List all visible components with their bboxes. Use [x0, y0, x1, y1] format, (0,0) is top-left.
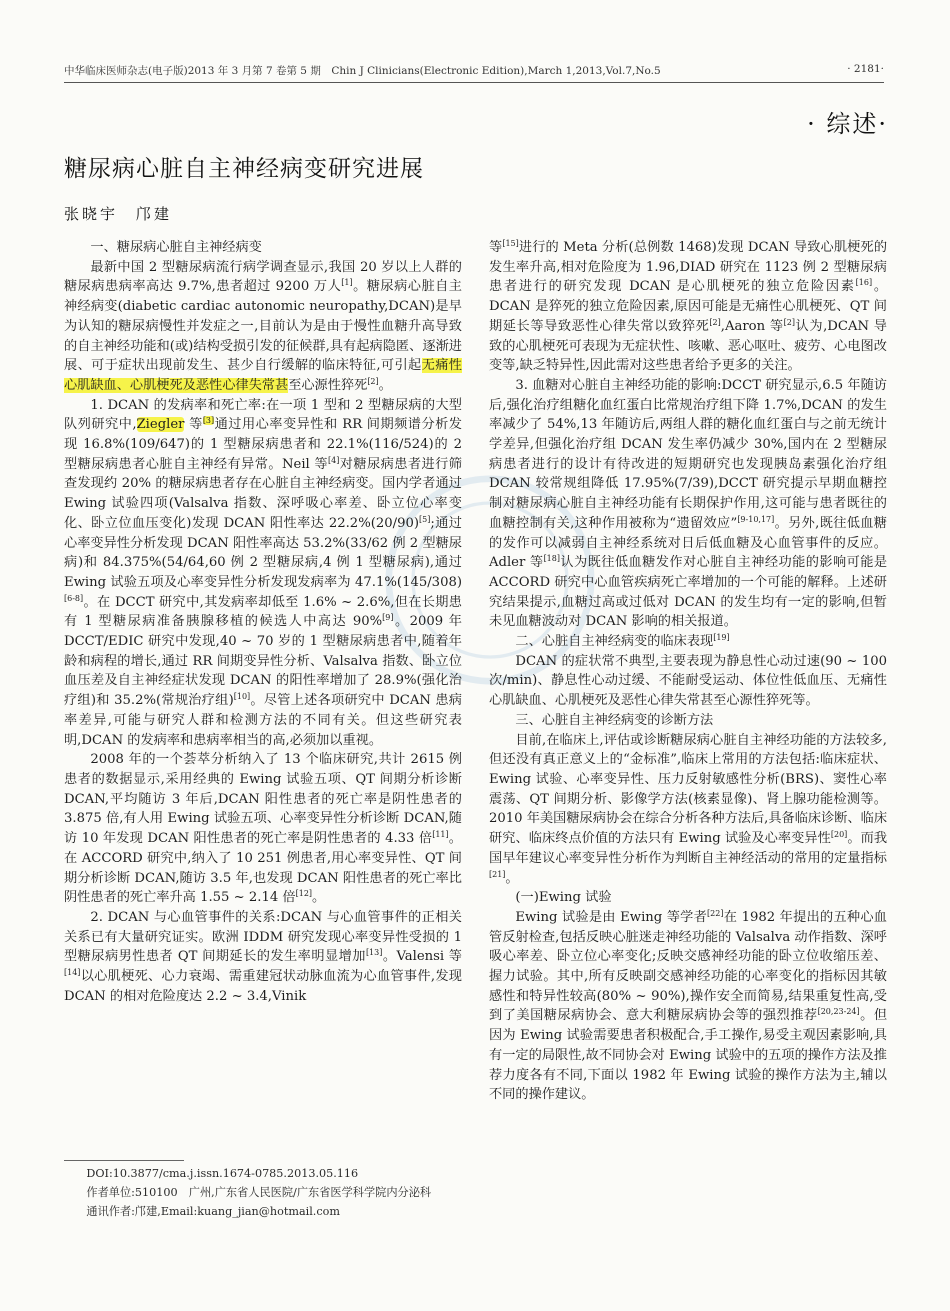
affiliation-line: 作者单位:510100 广州,广东省人民医院/广东省医学科学院内分泌科	[86, 1186, 432, 1199]
article-title: 糖尿病心脏自主神经病变研究进展	[64, 156, 424, 182]
paragraph: 目前,在临床上,评估或诊断糖尿病心脏自主神经功能的方法较多,但还没有真正意义上的“金标准”,临床上常用的方法包括:临床症状、Ewing 试验、心率变异性、压力反射敏感性分析(BRS)、窦性心率震荡、QT 间期分析、影像学方法(核素显像)、肾上腺功能检测等。2010 年美国糖尿病协会在综合分析各种方法后,具备临床诊断、临床研究、临床终点价值的方法只有 Ewing 试验及心率变异性[20]。而我国早年建议心率变异性分析作为判断自主神经活动的常用的定量指标[21]。	[489, 732, 888, 886]
subsection-heading: (一)Ewing 试验	[515, 890, 612, 906]
doi-line: DOI:10.3877/cma.j.issn.1674-0785.2013.05.116	[86, 1167, 359, 1180]
left-column	[64, 238, 462, 1006]
paragraph: 最新中国 2 型糖尿病流行病学调查显示,我国 20 岁以上人群的糖尿病患病率高达 9.7%,患者超过 9200 万人[1]。糖尿病心脏自主神经病变(diabetic cardiac autonomic neuropathy,DCAN)是早为认知的糖尿病慢性并发症之一,目前认为是由于慢性血糖升高导致的自主神经功能和(或)结构受损引发的征候群,具有起病隐匿、逐渐进展、可于症状出现前发生、甚少自行缓解的临床特征,可引起无痛性心肌缺血、心肌梗死及恶性心律失常甚至心源性猝死[2]。	[64, 259, 462, 393]
paragraph: Ewing 试验是由 Ewing 等学者[22]在 1982 年提出的五种心血管反射检查,包括反映心脏迷走神经功能的 Valsalva 动作指数、深呼吸心率差、卧立位心率变化;反映交感神经功能的卧立位收缩压差、握力试验。其中,所有反映副交感神经功能的心率变化的指标因其敏感性和特异性较高(80% ~ 90%),操作安全而简易,结果重复性高,受到了美国糖尿病协会、意大利糖尿病协会等的强烈推荐[20,23-24]。但因为 Ewing 试验需要患者积极配合,手工操作,易受主观因素影响,具有一定的局限性,故不同协会对 Ewing 试验中的五项的操作方法及推荐力度各有不同,下面以 1982 年 Ewing 试验的操作方法为主,辅以不同的操作建议。	[489, 908, 888, 1103]
journal-citation: 中华临床医师杂志(电子版)2013 年 3 月第 7 卷第 5 期 Chin J Clinicians(Electronic Edition),March 1,2013,Vol.7,No.5	[64, 65, 661, 77]
header-divider	[64, 82, 884, 83]
right-column	[489, 238, 887, 1105]
section-heading-1: 一、糖尿病心脏自主神经病变	[90, 240, 262, 255]
footnotes	[64, 1164, 462, 1221]
paragraph: 3. 血糖对心脏自主神经功能的影响:DCCT 研究显示,6.5 年随访后,强化治疗组糖化血红蛋白比常规治疗组下降 1.7%,DCAN 的发生率减少了 54%,13 年随访后,两组人群的糖化血红蛋白与之前无统计学差异,但强化治疗组 DCAN 发生率仍减少 30%,国内在 2 型糖尿病患者进行的设计有待改进的短期研究也发现胰岛素强化治疗组 DCAN 较常规组降低 17.95%(7/39),DCCT 研究提示早期血糖控制对糖尿病心脏自主神经功能有长期保护作用,这可能与患者既往的血糖控制有关,这种作用被称为“遗留效应”[9-10,17]。另外,既往低血糖的发作可以减弱自主神经系统对日后低血糖及心血管事件的反应。Adler 等[18]认为既往低血糖发作对心脏自主神经功能的影响可能是 ACCORD 研究中心血管疾病死亡率增加的一个可能的解释。上述研究结果提示,血糖过高或过低对 DCAN 的发生均有一定的影响,但暂未见血糖波动对 DCAN 影响的相关报道。	[489, 377, 888, 630]
paragraph: 1. DCAN 的发病率和死亡率:在一项 1 型和 2 型糖尿病的大型队列研究中,Ziegler 等[3]通过用心率变异性和 RR 间期频谱分析发现 16.8%(109/647)的 1 型糖尿病患者和 22.1%(116/524)的 2 型糖尿病患者心脏自主神经有异常。Neil 等[4]对糖尿病患者进行筛查发现约 20% 的糖尿病患者存在心脏自主神经病变。国内学者通过 Ewing 试验四项(Valsalva 指数、深呼吸心率差、卧立位心率变化、卧立位血压变化)发现 DCAN 阳性率达 22.2%(20/90)[5];通过心率变异性分析发现 DCAN 阳性率高达 53.2%(33/62 例 2 型糖尿病)和 84.375%(54/64,60 例 2 型糖尿病,4 例 1 型糖尿病),通过 Ewing 试验五项及心率变异性分析发现发病率为 47.1%(145/308)[6-8]。在 DCCT 研究中,其发病率却低至 1.6% ~ 2.6%,但在长期患有 1 型糖尿病准备胰腺移植的候选人中高达 90%[9]。2009 年 DCCT/EDIC 研究中发现,40 ~ 70 岁的 1 型糖尿病患者中,随着年龄和病程的增长,通过 RR 间期变异性分析、Valsalva 指数、卧立位血压差及自主神经症状发现 DCAN 的阳性率增加了 28.9%(强化治疗组)和 35.2%(常规治疗组)[10]。尽管上述各项研究中 DCAN 患病率差异,可能与研究人群和检测方法的不同有关。但这些研究表明,DCAN 的发病率和患病率相当的高,必须加以重视。	[64, 397, 462, 748]
footnote-divider	[64, 1160, 184, 1161]
paragraph: 2008 年的一个荟萃分析纳入了 13 个临床研究,共计 2615 例患者的数据显示,采用经典的 Ewing 试验五项、QT 间期分析诊断 DCAN,平均随访 3 年后,DCAN 阳性患者的死亡率是阴性患者的 3.875 倍,有人用 Ewing 试验五项、心率变异性分析诊断 DCAN,随访 10 年发现 DCAN 阳性患者的死亡率是阴性患者的 4.33 倍[11]。在 ACCORD 研究中,纳入了 10 251 例患者,用心率变异性、QT 间期分析诊断 DCAN,随访 3.5 年,也发现 DCAN 阳性患者的死亡率比阴性患者的死亡率升高 1.55 ~ 2.14 倍[12]。	[64, 752, 462, 906]
paragraph: 2. DCAN 与心血管事件的关系:DCAN 与心血管事件的正相关关系已有大量研究证实。欧洲 IDDM 研究发现心率变异性受损的 1 型糖尿病男性患者 QT 间期延长的发生率明显增加[13]。Valensi 等[14]以心肌梗死、心力衰竭、需重建冠状动脉血流为心血管事件,发现 DCAN 的相对危险度达 2.2 ~ 3.4,Vinik	[64, 909, 462, 1004]
correspondence-line: 通讯作者:邝建,Email:kuang_jian@hotmail.com	[86, 1205, 340, 1218]
section-tag: · 综述·	[807, 110, 888, 138]
paragraph: DCAN 的症状常不典型,主要表现为静息性心动过速(90 ~ 100 次/min)、静息性心动过缓、不能耐受运动、体位性低血压、无痛性心肌缺血、心肌梗死及恶性心律失常甚至心源性猝死等。	[489, 653, 887, 709]
section-heading-3: 三、心脏自主神经病变的诊断方法	[515, 712, 714, 728]
article-authors: 张晓宇 邝建	[64, 205, 173, 223]
page-number: · 2181·	[847, 63, 884, 75]
section-heading-2: 二、心脏自主神经病变的临床表现[19]	[515, 633, 730, 650]
running-header	[64, 63, 884, 78]
paragraph: 等[15]进行的 Meta 分析(总例数 1468)发现 DCAN 导致心肌梗死的发生率升高,相对危险度为 1.96,DIAD 研究在 1123 例 2 型糖尿病患者进行的研究发现 DCAN 是心肌梗死的独立危险因素[16]。DCAN 是猝死的独立危险因素,原因可能是无痛性心肌梗死、QT 间期延长等导致恶性心律失常以致猝死[2],Aaron 等[2]认为,DCAN 导致的心肌梗死可表现为无症状性、咳嗽、恶心呕吐、疲劳、心电图改变等,缺乏特异性,因此需对这些患者给予更多的关注。	[489, 239, 888, 374]
highlighted-text: 无痛性心肌缺血、心肌梗死及恶性心律失常甚	[64, 358, 462, 393]
highlighted-author: Ziegler	[136, 417, 185, 433]
